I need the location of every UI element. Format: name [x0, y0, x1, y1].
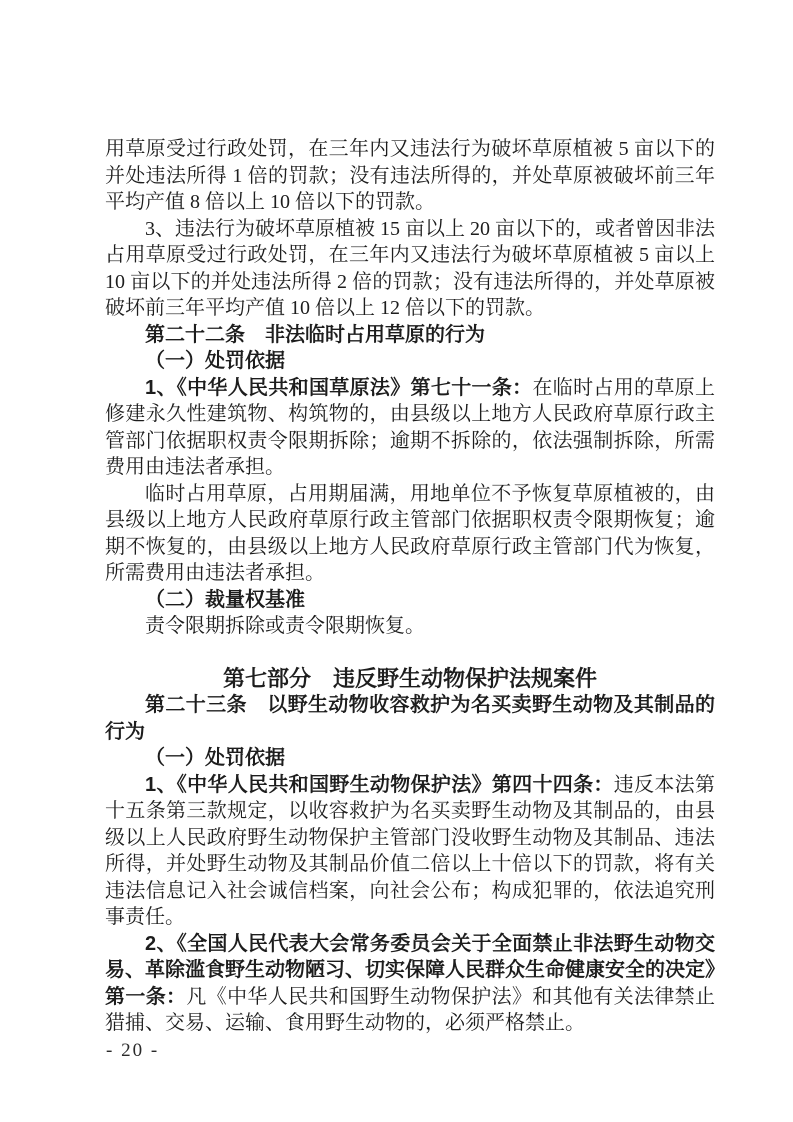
- citation-lead: 1、《中华人民共和国草原法》第七十一条：: [145, 376, 533, 399]
- part-heading: [105, 666, 715, 693]
- paragraph: [105, 931, 715, 1037]
- paragraph: [105, 613, 715, 640]
- paragraph-text: 责令限期拆除或责令限期恢复。: [145, 615, 425, 637]
- page-number: - 20 -: [106, 1040, 160, 1061]
- paragraph-text: 在临时占用的草原上修建永久性建筑物、构筑物的，由县级以上地方人民政府草原行政主管部门依据职权责令限期拆除；逾期不拆除的，依法强制拆除，所需费用由违法者承担。: [105, 376, 716, 478]
- subsection-heading-text: （一）处罚依据: [145, 350, 285, 372]
- subsection-heading-text: （一）处罚依据: [145, 747, 285, 769]
- article-heading: [105, 322, 715, 349]
- paragraph: [105, 375, 715, 481]
- paragraph: [105, 136, 715, 216]
- subsection-heading: [105, 745, 715, 772]
- paragraph: [105, 772, 715, 931]
- article-heading-text: 第二十三条 以野生动物收容救护为名买卖野生动物及其制品的行为: [105, 694, 715, 743]
- paragraph-text: 用草原受过行政处罚，在三年内又违法行为破坏草原植被 5 亩以下的并处违法所得 1 倍的罚款；没有违法所得的，并处草原被破坏前三年平均产值 8 倍以上 10 倍以下的罚款。: [105, 138, 715, 213]
- article-heading: [105, 692, 715, 745]
- document-content: [105, 136, 715, 1037]
- paragraph: [105, 216, 715, 322]
- paragraph-text: 3、违法行为破坏草原植被 15 亩以上 20 亩以下的，或者曾因非法占用草原受过行政处罚，在三年内又违法行为破坏草原植被 5 亩以上 10 亩以下的并处违法所得 2 倍的罚款；没有违法所得的，并处草原被破坏前三年平均产值 10 倍以上 12 倍以下的罚款。: [105, 217, 715, 319]
- subsection-heading-text: （二）裁量权基准: [145, 588, 305, 611]
- paragraph-text: 违反本法第十五条第三款规定，以收容救护为名买卖野生动物及其制品的，由县级以上人民政府野生动物保护主管部门没收野生动物及其制品、违法所得，并处野生动物及其制品价值二倍以上十倍以下的罚款，将有关违法信息记入社会诚信档案，向社会公布；构成犯罪的，依法追究刑事责任。: [105, 773, 716, 928]
- paragraph: [105, 481, 715, 587]
- paragraph-text: 临时占用草原，占用期届满，用地单位不予恢复草原植被的，由县级以上地方人民政府草原行政主管部门依据职权责令限期恢复；逾期不恢复的，由县级以上地方人民政府草原行政主管部门代为恢复，所需费用由违法者承担。: [105, 482, 715, 584]
- paragraph-text: 凡《中华人民共和国野生动物保护法》和其他有关法律禁止猎捕、交易、运输、食用野生动物的，必须严格禁止。: [105, 985, 716, 1034]
- citation-lead: 1、《中华人民共和国野生动物保护法》第四十四条：: [145, 773, 614, 796]
- article-heading-text: 第二十二条 非法临时占用草原的行为: [145, 323, 485, 346]
- subsection-heading: [105, 587, 715, 614]
- subsection-heading: [105, 348, 715, 375]
- citation-lead: 2、《全国人民代表大会常务委员会关于全面禁止非法野生动物交易、革除滥食野生动物陋习、切实保障人民群众生命健康安全的决定》第一条：: [105, 932, 715, 1008]
- part-heading-text: 第七部分 违反野生动物保护法规案件: [222, 665, 597, 691]
